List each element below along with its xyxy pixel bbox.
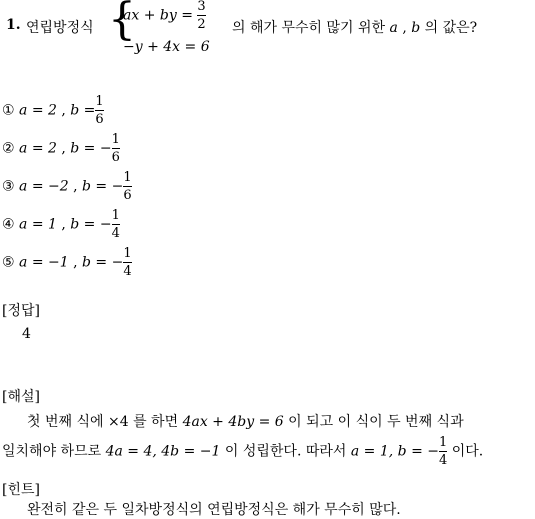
expl-text: 를 하면: [133, 414, 179, 430]
option-numerator: 1: [111, 208, 120, 223]
option-comma: ,: [56, 216, 71, 233]
expl-text: 이 성립한다. 따라서: [224, 443, 347, 460]
option-b-expr: b = −: [70, 216, 112, 233]
option-marker: ⑤: [2, 254, 15, 271]
option-fraction: [112, 209, 120, 240]
stem-suffix-2: 의 값은?: [424, 20, 478, 36]
expl-fraction: [439, 436, 447, 467]
option-marker: ③: [2, 178, 15, 195]
expl-math: ×4: [107, 414, 129, 430]
equation-1-denominator: 2: [197, 17, 206, 32]
option-numerator: 1: [123, 246, 132, 261]
expl-math: 4a = 4, 4b = −1: [105, 443, 221, 460]
answer-label: [정답]: [2, 303, 40, 319]
system-brace: {: [108, 0, 136, 45]
option-5: [2, 247, 132, 278]
option-3: [2, 171, 132, 202]
expl-math: a = 1, b = −: [350, 443, 439, 460]
option-marker: ④: [2, 216, 15, 233]
stem-suffix-1: 의 해가 무수히 많기 위한: [232, 20, 386, 36]
option-fraction: [112, 133, 120, 164]
option-1: [2, 95, 104, 126]
question-stem-prefix: 연립방정식: [26, 20, 94, 36]
option-comma: ,: [68, 254, 82, 271]
option-fraction: [123, 171, 131, 202]
explanation-line-2: [2, 436, 483, 467]
option-4: [2, 209, 120, 240]
option-fraction: [123, 247, 131, 278]
option-marker: ②: [2, 140, 15, 157]
option-denominator: 6: [111, 150, 120, 165]
option-fraction: [95, 95, 103, 126]
hint-text: 완전히 같은 두 일차방정식의 연립방정식은 해가 무수히 많다.: [27, 502, 401, 518]
option-comma: ,: [56, 140, 71, 157]
stem-var-a: a: [389, 20, 398, 36]
option-b-expr: b = −: [82, 178, 124, 195]
option-b-expr: b =: [70, 102, 96, 119]
expl-frac-den: 4: [438, 453, 448, 468]
expl-math: 4ax + 4by = 6: [182, 414, 284, 430]
answer-value: 4: [22, 326, 31, 342]
expl-text: 이다.: [451, 443, 484, 460]
option-numerator: 1: [95, 94, 104, 109]
option-2: [2, 133, 120, 164]
option-numerator: 1: [123, 170, 132, 185]
equation-1-numerator: 3: [197, 0, 206, 14]
option-denominator: 6: [95, 112, 104, 127]
expl-text: 첫 번째 식에: [27, 414, 104, 430]
explanation-line-1: [27, 411, 464, 431]
stem-comma: ,: [402, 20, 407, 36]
equation-1: [123, 0, 206, 31]
option-a-expr: a = −2: [19, 178, 69, 195]
question-stem-suffix: [232, 17, 477, 37]
option-b-expr: b = −: [70, 140, 112, 157]
equation-1-left: ax + by =: [123, 7, 193, 24]
option-numerator: 1: [111, 132, 120, 147]
option-a-expr: a = 2: [19, 102, 57, 119]
option-denominator: 6: [123, 188, 132, 203]
option-a-expr: a = 2: [19, 140, 57, 157]
expl-text: 이 되고 이 식이 두 번째 식과: [288, 414, 464, 430]
expl-frac-num: 1: [438, 435, 448, 450]
option-denominator: 4: [123, 264, 132, 279]
stem-var-b: b: [411, 20, 421, 36]
equation-1-fraction: [197, 0, 205, 31]
hint-label: [힌트]: [2, 482, 40, 498]
option-a-expr: a = −1: [19, 254, 69, 271]
option-marker: ①: [2, 102, 15, 119]
equation-2: −y + 4x = 6: [123, 39, 210, 55]
question-number: 1.: [6, 17, 21, 33]
option-comma: ,: [68, 178, 82, 195]
option-b-expr: b = −: [82, 254, 124, 271]
explanation-label: [해설]: [2, 389, 40, 405]
option-denominator: 4: [111, 226, 120, 241]
option-a-expr: a = 1: [19, 216, 57, 233]
option-comma: ,: [56, 102, 71, 119]
expl-text: 일치해야 하므로: [2, 443, 102, 460]
